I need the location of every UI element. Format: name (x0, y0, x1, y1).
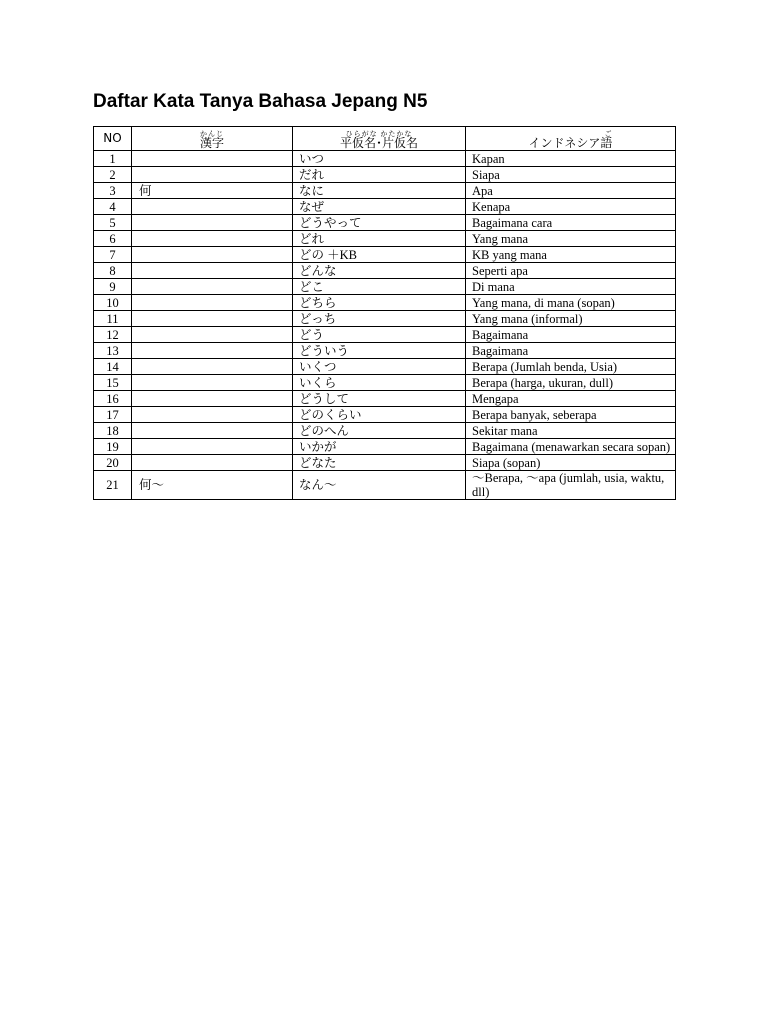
table-body (94, 151, 676, 500)
kana-cell: どっち (293, 311, 466, 327)
indonesian-cell: Yang mana, di mana (sopan) (466, 295, 676, 311)
row-number-cell: 9 (94, 279, 132, 295)
kanji-cell (132, 151, 293, 167)
row-number-cell: 13 (94, 343, 132, 359)
table-row (94, 343, 676, 359)
kana-cell: いくつ (293, 359, 466, 375)
indonesian-cell: Bagaimana (menawarkan secara sopan) (466, 439, 676, 455)
indonesian-cell: Apa (466, 183, 676, 199)
table-row (94, 183, 676, 199)
row-number-cell: 12 (94, 327, 132, 343)
indonesian-cell: Yang mana (466, 231, 676, 247)
kana-cell: どのくらい (293, 407, 466, 423)
kana-cell: いくら (293, 375, 466, 391)
header-kana-ruby: ひらがな かたかな (345, 130, 413, 138)
kanji-cell (132, 295, 293, 311)
table-row (94, 263, 676, 279)
table-row (94, 167, 676, 183)
kana-cell: だれ (293, 167, 466, 183)
indonesian-cell: Bagaimana cara (466, 215, 676, 231)
header-kanji (132, 127, 293, 151)
kana-cell: どう (293, 327, 466, 343)
kanji-cell (132, 215, 293, 231)
indonesian-cell: Bagaimana (466, 343, 676, 359)
row-number-cell: 19 (94, 439, 132, 455)
indonesian-cell: Mengapa (466, 391, 676, 407)
indonesian-cell: Sekitar mana (466, 423, 676, 439)
table-row (94, 279, 676, 295)
row-number-cell: 7 (94, 247, 132, 263)
indonesian-cell: Kenapa (466, 199, 676, 215)
kanji-cell: 何～ (132, 471, 293, 500)
table-row (94, 391, 676, 407)
row-number-cell: 11 (94, 311, 132, 327)
kana-cell: なに (293, 183, 466, 199)
kana-cell: どこ (293, 279, 466, 295)
indonesian-cell: Siapa (466, 167, 676, 183)
row-number-cell: 1 (94, 151, 132, 167)
kanji-cell (132, 423, 293, 439)
table-row (94, 327, 676, 343)
header-no (94, 127, 132, 151)
kana-cell: いつ (293, 151, 466, 167)
row-number-cell: 20 (94, 455, 132, 471)
table-header-row (94, 127, 676, 151)
header-kana-label: 平仮名･片仮名 (339, 136, 418, 150)
indonesian-cell: Bagaimana (466, 327, 676, 343)
indonesian-cell: Berapa banyak, seberapa (466, 407, 676, 423)
indonesian-cell: Berapa (Jumlah benda, Usia) (466, 359, 676, 375)
row-number-cell: 17 (94, 407, 132, 423)
header-kanji-ruby: かんじ (199, 130, 224, 138)
indonesian-cell: Yang mana (informal) (466, 311, 676, 327)
kanji-cell (132, 375, 293, 391)
table-row (94, 295, 676, 311)
table-row (94, 359, 676, 375)
row-number-cell: 2 (94, 167, 132, 183)
header-kana (293, 127, 466, 151)
row-number-cell: 3 (94, 183, 132, 199)
row-number-cell: 5 (94, 215, 132, 231)
row-number-cell: 16 (94, 391, 132, 407)
kanji-cell (132, 343, 293, 359)
kanji-cell (132, 231, 293, 247)
kanji-cell (132, 439, 293, 455)
table-row (94, 199, 676, 215)
row-number-cell: 18 (94, 423, 132, 439)
header-no-label: NO (103, 131, 122, 145)
row-number-cell: 15 (94, 375, 132, 391)
kana-cell: なん～ (293, 471, 466, 500)
row-number-cell: 6 (94, 231, 132, 247)
indonesian-cell: Seperti apa (466, 263, 676, 279)
page-title: Daftar Kata Tanya Bahasa Jepang N5 (93, 91, 428, 112)
table-row (94, 247, 676, 263)
kana-cell: どの ＋KB (293, 247, 466, 263)
row-number-cell: 10 (94, 295, 132, 311)
table-row (94, 311, 676, 327)
table-row (94, 471, 676, 500)
indonesian-cell: Berapa (harga, ukuran, dull) (466, 375, 676, 391)
kanji-cell (132, 391, 293, 407)
kanji-cell (132, 263, 293, 279)
kanji-cell (132, 407, 293, 423)
kana-cell: どちら (293, 295, 466, 311)
kana-cell: どのへん (293, 423, 466, 439)
header-indonesian (466, 127, 676, 151)
kanji-cell (132, 199, 293, 215)
table-row (94, 439, 676, 455)
row-number-cell: 21 (94, 471, 132, 500)
table-row (94, 215, 676, 231)
row-number-cell: 8 (94, 263, 132, 279)
kanji-cell (132, 327, 293, 343)
header-indonesian-ruby: ご (604, 130, 613, 138)
kanji-cell (132, 279, 293, 295)
indonesian-cell: ～Berapa, ～apa (jumlah, usia, waktu, dll) (466, 471, 676, 500)
header-indonesian-label: インドネシア語 (528, 136, 613, 150)
indonesian-cell: Di mana (466, 279, 676, 295)
indonesian-cell: KB yang mana (466, 247, 676, 263)
kana-cell: どなた (293, 455, 466, 471)
table-row (94, 151, 676, 167)
kana-cell: いかが (293, 439, 466, 455)
kanji-cell (132, 359, 293, 375)
kanji-cell: 何 (132, 183, 293, 199)
row-number-cell: 4 (94, 199, 132, 215)
kana-cell: どうやって (293, 215, 466, 231)
table-row (94, 407, 676, 423)
kana-cell: どれ (293, 231, 466, 247)
kanji-cell (132, 311, 293, 327)
table-row (94, 375, 676, 391)
row-number-cell: 14 (94, 359, 132, 375)
indonesian-cell: Kapan (466, 151, 676, 167)
indonesian-cell: Siapa (sopan) (466, 455, 676, 471)
header-kanji-label: 漢字 (199, 136, 224, 150)
kana-cell: なぜ (293, 199, 466, 215)
kanji-cell (132, 247, 293, 263)
kana-cell: どんな (293, 263, 466, 279)
question-words-table (93, 126, 676, 500)
table-row (94, 423, 676, 439)
kanji-cell (132, 167, 293, 183)
table-row (94, 455, 676, 471)
kana-cell: どうして (293, 391, 466, 407)
kanji-cell (132, 455, 293, 471)
table-row (94, 231, 676, 247)
kana-cell: どういう (293, 343, 466, 359)
